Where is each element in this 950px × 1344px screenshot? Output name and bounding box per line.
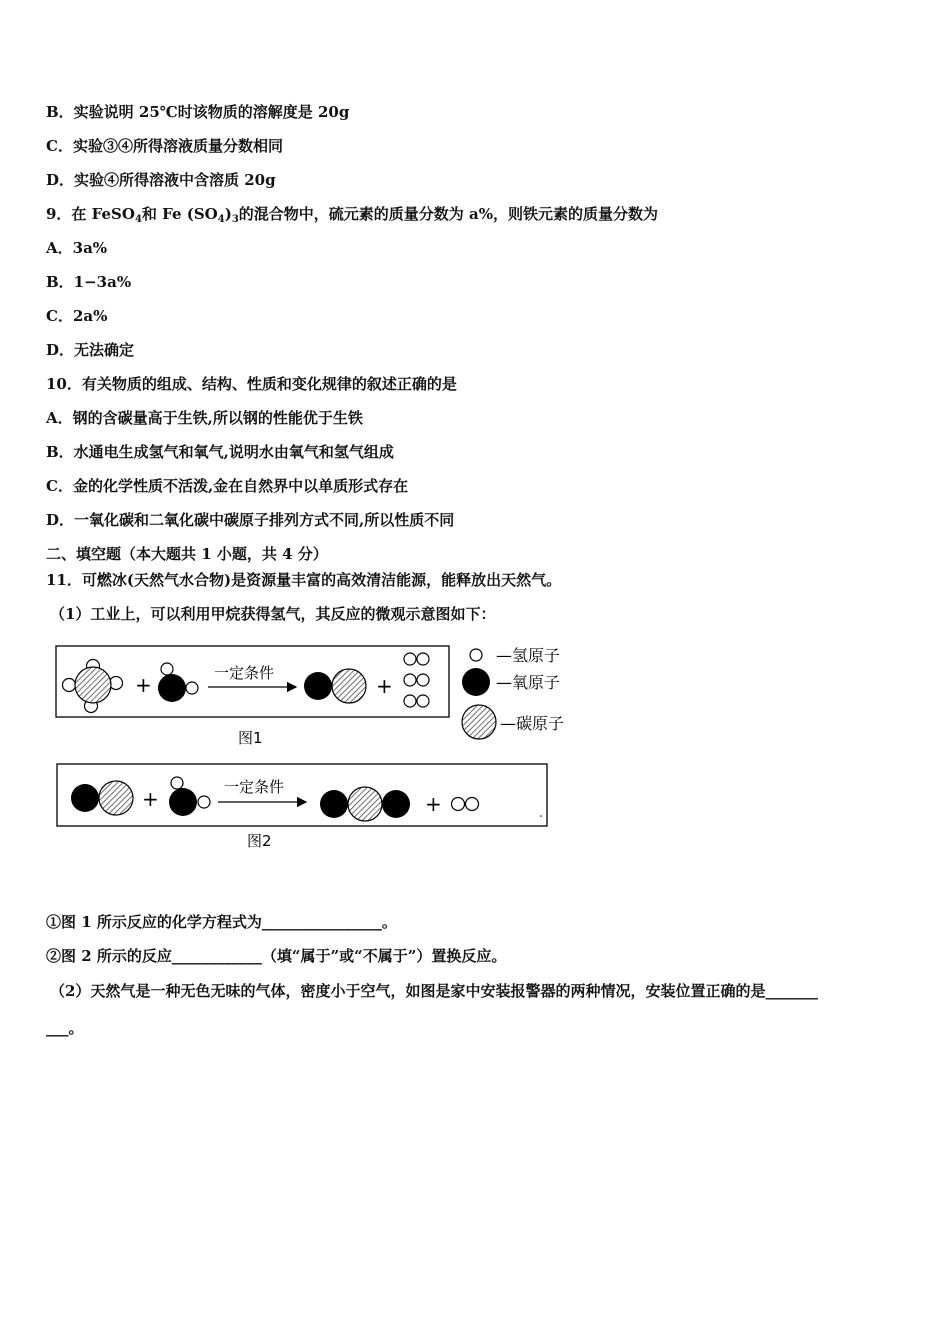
hydrogen-molecules bbox=[404, 653, 429, 707]
q10-option-d: D．一氧化碳和二氧化碳中碳原子排列方式不同,所以性质不同 bbox=[46, 511, 455, 529]
hydrogen-molecule-2 bbox=[452, 798, 479, 811]
q11-part1: （1）工业上，可以利用甲烷获得氢气，其反应的微观示意图如下： bbox=[50, 605, 496, 623]
q9-stem-part: 的混合物中，硫元素的质量分数为 a%，则铁元素的质量分数为 bbox=[238, 205, 658, 223]
legend bbox=[462, 646, 564, 739]
q1-end: 。 bbox=[381, 913, 397, 931]
oxygen-atom-icon bbox=[462, 668, 490, 696]
hydrogen-atom-icon bbox=[470, 649, 482, 661]
svg-text:+: + bbox=[135, 673, 152, 697]
answer-blank-2[interactable]: ____________ bbox=[171, 947, 262, 965]
q11-subq-1 bbox=[46, 912, 397, 932]
co-molecule bbox=[304, 669, 366, 703]
svg-text:+: + bbox=[142, 787, 159, 811]
fig1-caption: 图1 bbox=[238, 729, 263, 747]
q1-text: ①图 1 所示反应的化学方程式为 bbox=[46, 913, 262, 931]
q11-stem: 11．可燃冰(天然气水合物)是资源量丰富的高效清洁能源，能释放出天然气。 bbox=[46, 571, 562, 589]
svg-text:+: + bbox=[376, 674, 393, 698]
q9-stem-part: 和 Fe (SO bbox=[141, 205, 218, 223]
q2-end: （填“属于”或“不属于”）置换反应。 bbox=[261, 947, 507, 965]
water-molecule-2 bbox=[169, 777, 210, 816]
subscript: 4 bbox=[134, 214, 142, 225]
q2-text: ②图 2 所示的反应 bbox=[46, 947, 172, 965]
co-molecule-2 bbox=[71, 781, 133, 815]
q10-option-b: B．水通电生成氢气和氧气,说明水由氧气和氢气组成 bbox=[46, 443, 394, 461]
section-title: 二、填空题（本大题共 1 小题，共 4 分） bbox=[46, 545, 328, 563]
water-molecule bbox=[158, 663, 198, 702]
fig2-caption: 图2 bbox=[247, 832, 272, 850]
q10-option-c: C．金的化学性质不活泼,金在自然界中以单质形式存在 bbox=[46, 477, 409, 495]
part2-text: （2）天然气是一种无色无味的气体，密度小于空气，如图是家中安装报警器的两种情况，安装位置正确的是 bbox=[50, 982, 766, 1000]
subscript: 3 bbox=[231, 214, 239, 225]
part2-end: 。 bbox=[68, 1019, 84, 1037]
q9-stem-part: 9．在 FeSO bbox=[46, 205, 135, 223]
q8-option-c: C．实验③④所得溶液质量分数相同 bbox=[46, 137, 283, 155]
carbon-atom-icon bbox=[462, 705, 496, 739]
q8-option-b: B．实验说明 25℃时该物质的溶解度是 20g bbox=[46, 103, 350, 121]
q8-option-d: D．实验④所得溶液中含溶质 20g bbox=[46, 171, 276, 189]
answer-blank-1[interactable]: ________________ bbox=[261, 913, 382, 931]
q10-stem: 10．有关物质的组成、结构、性质和变化规律的叙述正确的是 bbox=[46, 375, 457, 393]
subscript: 4 bbox=[217, 214, 225, 225]
q11-part2 bbox=[50, 981, 818, 1001]
figure-2 bbox=[57, 764, 547, 826]
methane-molecule bbox=[63, 660, 123, 713]
q9-option-b: B．1−3a% bbox=[46, 273, 132, 291]
q10-option-a: A．钢的含碳量高于生铁,所以钢的性能优于生铁 bbox=[46, 409, 363, 427]
answer-blank-3[interactable]: _______ bbox=[765, 982, 818, 1000]
fig1-condition: 一定条件 bbox=[214, 664, 275, 682]
legend-oxygen: —氧原子 bbox=[496, 673, 561, 692]
q9-option-c: C．2a% bbox=[46, 307, 108, 325]
answer-blank-3-cont[interactable]: ___ bbox=[46, 1019, 69, 1037]
co2-molecule bbox=[320, 787, 410, 821]
q9-option-a: A．3a% bbox=[46, 239, 108, 257]
q11-subq-2 bbox=[46, 946, 506, 966]
legend-carbon: —碳原子 bbox=[500, 714, 565, 733]
q9-option-d: D．无法确定 bbox=[46, 341, 135, 359]
q9-stem-part: ) bbox=[224, 205, 232, 223]
figure-1 bbox=[56, 646, 449, 717]
fig2-condition: 一定条件 bbox=[224, 778, 285, 796]
q11-part2-cont bbox=[46, 1018, 84, 1038]
legend-hydrogen: —氢原子 bbox=[496, 646, 561, 665]
svg-text:+: + bbox=[425, 792, 442, 816]
